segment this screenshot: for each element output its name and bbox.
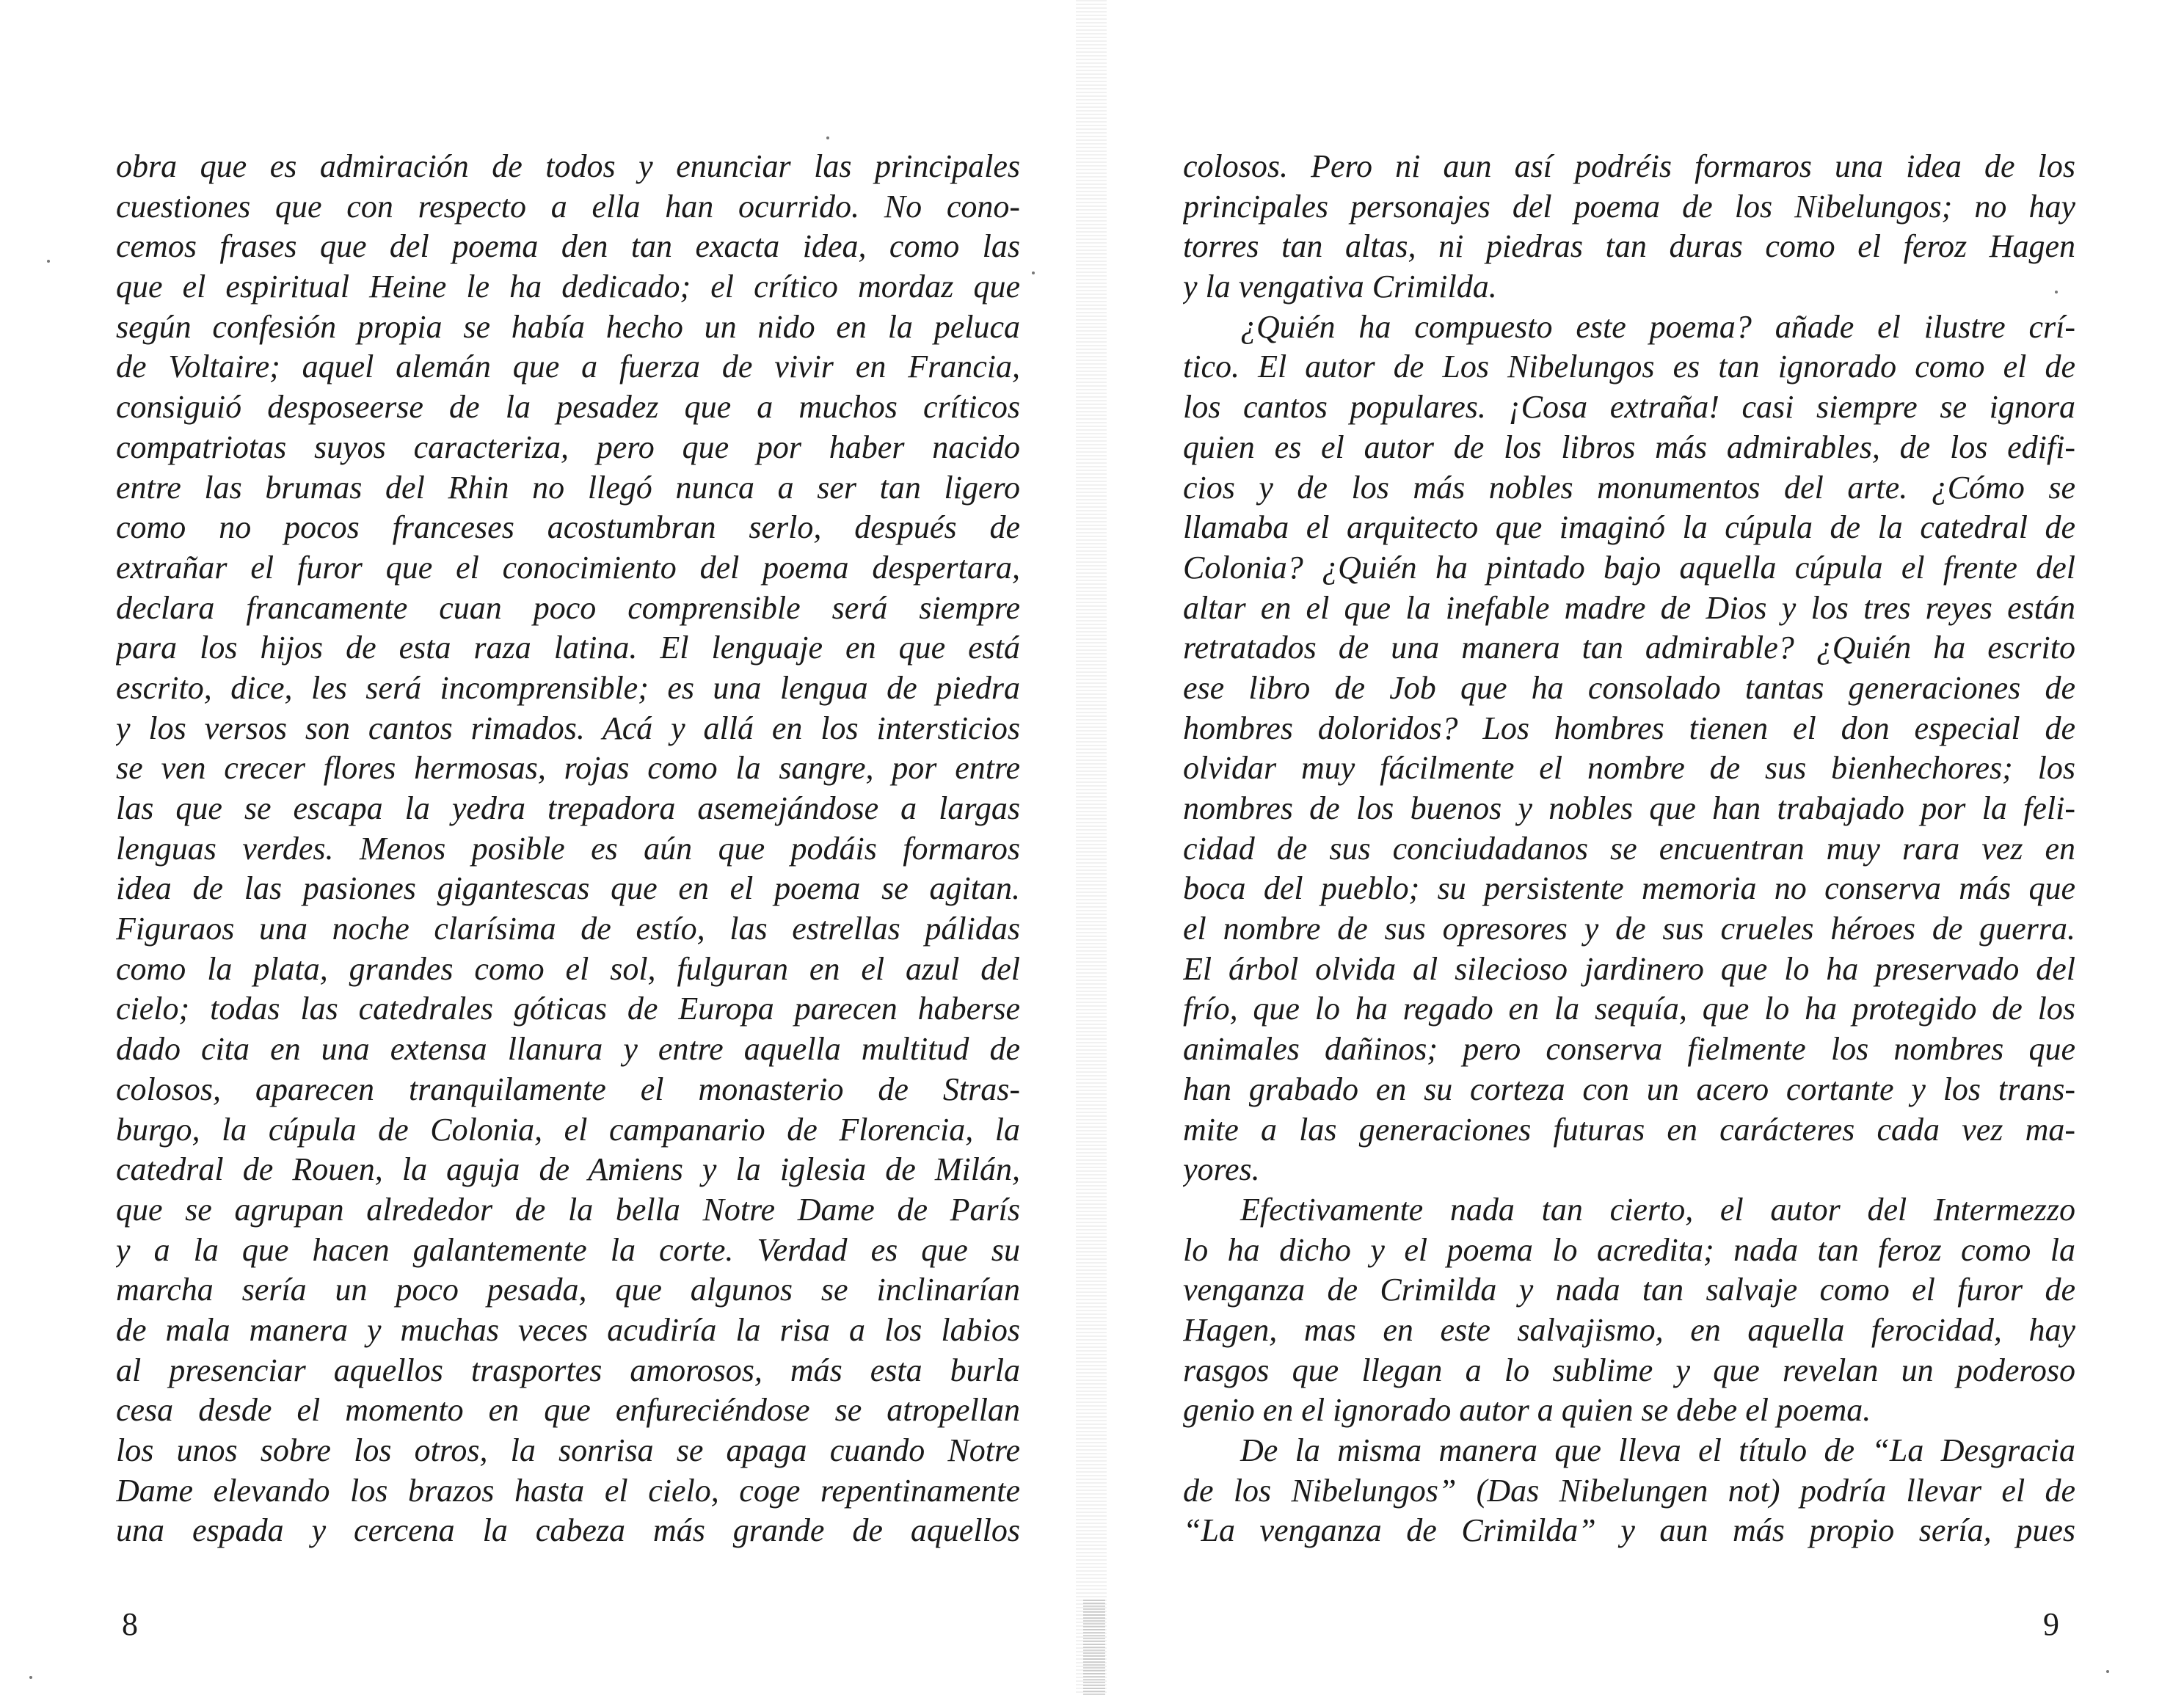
text-line: los unos sobre los otros, la sonrisa se apaga cuando Notre: [116, 1432, 1020, 1468]
text-line: nombres de los buenos y nobles que han trabajado por la feli-: [1183, 790, 2075, 826]
text-line: colosos. Pero ni aun así podréis formaros una idea de los: [1183, 148, 2075, 184]
text-line: como no pocos franceses acostumbran serlo, después de: [116, 509, 1020, 546]
scan-speck: [826, 136, 829, 139]
text-line: según confesión propia se había hecho un nido en la peluca: [116, 308, 1020, 345]
text-line: altar en el que la inefable madre de Dios y los tres reyes están: [1183, 589, 2075, 626]
page-number: 9: [2043, 1606, 2059, 1642]
text-line: El árbol olvida al silecioso jardinero que lo ha preservado del: [1183, 950, 2075, 987]
text-line: cidad de sus conciudadanos se encuentran muy rara vez en: [1183, 830, 2075, 867]
text-line: olvidar muy fácilmente el nombre de sus bienhechores; los: [1183, 750, 2075, 787]
text-line: yores.: [1183, 1151, 1260, 1188]
text-line: escrito, dice, les será incomprensible; es una lengua de piedra: [116, 669, 1020, 706]
text-line: que se agrupan alrededor de la bella Notre Dame de París: [116, 1191, 1020, 1228]
text-line: y la vengativa Crimilda.: [1183, 269, 1497, 305]
text-line: Efectivamente nada tan cierto, el autor del Intermezzo: [1240, 1191, 2075, 1228]
book-gutter: [1076, 0, 1107, 1695]
text-line: idea de las pasiones gigantescas que en el poema se agitan.: [116, 870, 1020, 907]
text-line: genio en el ignorado autor a quien se debe el poema.: [1183, 1392, 1871, 1429]
text-line: animales dañinos; pero conserva fielmente los nombres que: [1183, 1031, 2075, 1068]
text-line: “La venganza de Crimilda” y aun más propio sería, pues: [1183, 1512, 2075, 1549]
scan-speck: [1032, 271, 1035, 274]
text-line: Colonia? ¿Quién ha pintado bajo aquella cúpula el frente del: [1183, 549, 2075, 586]
text-line: lenguas verdes. Menos posible es aún que podáis formaros: [116, 830, 1020, 867]
text-line: el nombre de sus opresores y de sus crueles héroes de guerra.: [1183, 911, 2075, 947]
text-line: principales personajes del poema de los Nibelungos; no hay: [1183, 188, 2075, 225]
text-line: De la misma manera que lleva el título de “La Desgracia: [1240, 1432, 2075, 1468]
text-line: entre las brumas del Rhin no llegó nunca a ser tan ligero: [116, 469, 1020, 506]
text-line: extrañar el furor que el conocimiento del poema despertara,: [116, 549, 1020, 586]
text-line: se ven crecer flores hermosas, rojas como la sangre, por entre: [116, 750, 1020, 787]
text-line: al presenciar aquellos trasportes amorosos, más esta burla: [116, 1352, 1020, 1388]
text-line: declara francamente cuan poco comprensible será siempre: [116, 589, 1020, 626]
text-line: marcha sería un poco pesada, que algunos se inclinarían: [116, 1272, 1020, 1308]
text-line: catedral de Rouen, la aguja de Amiens y la iglesia de Milán,: [116, 1151, 1020, 1188]
text-line: mite a las generaciones futuras en carácteres cada vez ma-: [1183, 1111, 2075, 1148]
right-page-text: [1183, 147, 2075, 1551]
text-line: cemos frases que del poema den tan exacta idea, como las: [116, 228, 1020, 265]
text-line: burgo, la cúpula de Colonia, el campanario de Florencia, la: [116, 1111, 1020, 1148]
text-line: cesa desde el momento en que enfureciéndose se atropellan: [116, 1392, 1020, 1429]
left-page-text: [116, 147, 1020, 1551]
text-line: rasgos que llegan a lo sublime y que revelan un poderoso: [1183, 1352, 2075, 1388]
text-line: frío, que lo ha regado en la sequía, que lo ha protegido de los: [1183, 991, 2075, 1027]
text-line: Figuraos una noche clarísima de estío, las estrellas pálidas: [116, 911, 1020, 947]
text-line: venganza de Crimilda y nada tan salvaje como el furor de: [1183, 1272, 2075, 1308]
text-line: ese libro de Job que ha consolado tantas generaciones de: [1183, 669, 2075, 706]
text-line: Hagen, mas en este salvajismo, en aquella ferocidad, hay: [1183, 1311, 2075, 1348]
text-line: cuestiones que con respecto a ella han ocurrido. No cono-: [116, 188, 1020, 225]
text-line: consiguió desposeerse de la pesadez que a muchos críticos: [116, 389, 1020, 426]
text-line: los cantos populares. ¡Cosa extraña! casi siempre se ignora: [1183, 389, 2075, 426]
text-line: dado cita en una extensa llanura y entre aquella multitud de: [116, 1031, 1020, 1068]
text-line: hombres doloridos? Los hombres tienen el don especial de: [1183, 710, 2075, 746]
scan-speck: [2106, 1670, 2109, 1673]
text-line: y a la que hacen galantemente la corte. Verdad es que su: [116, 1231, 1020, 1268]
text-line: boca del pueblo; su persistente memoria no conserva más que: [1183, 870, 2075, 907]
page-number: 8: [122, 1606, 138, 1642]
text-line: quien es el autor de los libros más admirables, de los edifi-: [1183, 429, 2075, 465]
text-line: como la plata, grandes como el sol, fulguran en el azul del: [116, 950, 1020, 987]
text-line: de Voltaire; aquel alemán que a fuerza de vivir en Francia,: [116, 349, 1020, 385]
text-line: de mala manera y muchas veces acudiría la risa a los labios: [116, 1311, 1020, 1348]
text-line: para los hijos de esta raza latina. El lenguaje en que está: [116, 630, 1020, 666]
gutter-binding-shadow: [1083, 1600, 1105, 1695]
scan-speck: [47, 260, 50, 263]
scan-speck: [2055, 291, 2058, 294]
text-line: llamaba el arquitecto que imaginó la cúpula de la catedral de: [1183, 509, 2075, 546]
text-line: ¿Quién ha compuesto este poema? añade el ilustre crí-: [1240, 308, 2075, 345]
scan-speck: [29, 1676, 32, 1679]
text-line: que el espiritual Heine le ha dedicado; el crítico mordaz que: [116, 269, 1020, 305]
text-line: obra que es admiración de todos y enunciar las principales: [116, 148, 1020, 184]
text-line: cielo; todas las catedrales góticas de Europa parecen haberse: [116, 991, 1020, 1027]
text-line: y los versos son cantos rimados. Acá y allá en los intersticios: [116, 710, 1020, 746]
text-line: una espada y cercena la cabeza más grande de aquellos: [116, 1512, 1020, 1549]
text-line: tico. El autor de Los Nibelungos es tan ignorado como el de: [1183, 349, 2075, 385]
text-line: lo ha dicho y el poema lo acredita; nada tan feroz como la: [1183, 1231, 2075, 1268]
text-line: han grabado en su corteza con un acero cortante y los trans-: [1183, 1071, 2075, 1107]
text-line: compatriotas suyos caracteriza, pero que por haber nacido: [116, 429, 1020, 465]
text-line: Dame elevando los brazos hasta el cielo, coge repentinamente: [116, 1472, 1020, 1509]
text-line: de los Nibelungos” (Das Nibelungen not) podría llevar el de: [1183, 1472, 2075, 1509]
text-line: cios y de los más nobles monumentos del arte. ¿Cómo se: [1183, 469, 2075, 506]
text-line: torres tan altas, ni piedras tan duras como el feroz Hagen: [1183, 228, 2075, 265]
text-line: retratados de una manera tan admirable? ¿Quién ha escrito: [1183, 630, 2075, 666]
text-line: colosos, aparecen tranquilamente el monasterio de Stras-: [116, 1071, 1020, 1107]
text-line: las que se escapa la yedra trepadora asemejándose a largas: [116, 790, 1020, 826]
